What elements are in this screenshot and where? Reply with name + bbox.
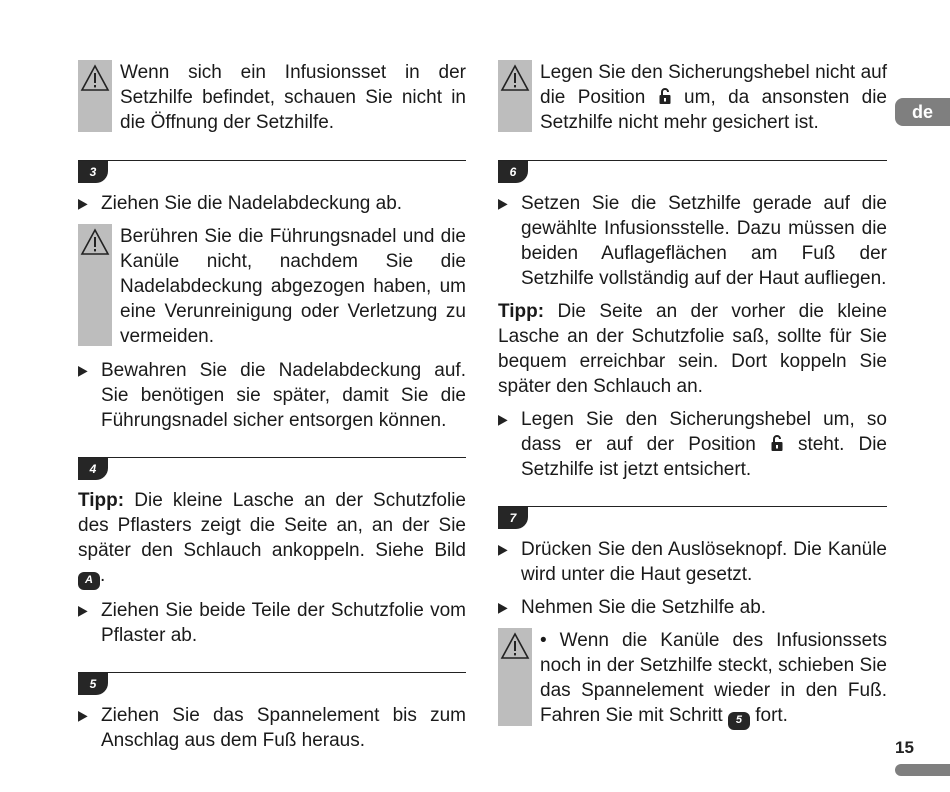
list-item xyxy=(498,407,887,482)
list-item-text: Setzen Sie die Setzhilfe gerade auf die gewählte Infusionsstelle. Dazu müssen die beiden Auflageflächen am Fuß der Setzhilfe vollständig auf der Haut aufliegen. xyxy=(521,193,887,289)
page-number: 15 xyxy=(895,738,914,757)
step-badge: 6 xyxy=(498,161,528,183)
list-item xyxy=(78,358,466,433)
warning-triangle-icon xyxy=(80,64,110,92)
tip-label: Tipp: xyxy=(498,301,545,322)
language-tab: de xyxy=(895,98,950,126)
warning-bar xyxy=(78,224,112,346)
list-item-text: Ziehen Sie beide Teile der Schutzfolie vom Pflaster ab. xyxy=(101,599,466,646)
step-badge: 7 xyxy=(498,507,528,529)
step-6-header xyxy=(498,160,887,183)
bullet-arrow-icon: ▶ xyxy=(78,601,88,618)
tip-end: . xyxy=(100,565,106,586)
bullet-arrow-icon: ▶ xyxy=(78,706,88,723)
right-column xyxy=(498,60,887,738)
list-item xyxy=(498,595,887,620)
tip-text: Die kleine Lasche an der Schutzfolie des Pflasters zeigt die Seite an, an der Sie später den Schlauch ankoppeln. Siehe Bild xyxy=(78,490,466,561)
bullet-arrow-icon: ▶ xyxy=(498,541,508,557)
warning-text-part: • Wenn die Kanüle des Infusionssets noch in der Setzhilfe steckt, schieben Sie das Spannelement wieder in den Fuß. Fahren Sie mit Schritt xyxy=(540,630,887,726)
list-item-text: Ziehen Sie die Nadelabdeckung ab. xyxy=(101,193,403,214)
lock-open-icon xyxy=(770,434,784,452)
warning-bar xyxy=(78,60,112,132)
list-item xyxy=(78,598,466,648)
warning-box xyxy=(78,60,466,132)
tip-paragraph xyxy=(498,299,887,399)
bullet-arrow-icon: ▶ xyxy=(78,195,88,211)
step-7-header xyxy=(498,506,887,529)
figure-ref-badge: A xyxy=(78,572,100,590)
list-item-text: Nehmen Sie die Setzhilfe ab. xyxy=(521,597,767,618)
step-badge: 5 xyxy=(78,673,108,695)
list-item-text: Drücken Sie den Auslöseknopf. Die Kanüle wird unter die Haut gesetzt. xyxy=(521,539,887,585)
warning-bar xyxy=(498,628,532,726)
list-item-text-part: steht. Die Setzhilfe ist jetzt entsichert. xyxy=(521,434,888,480)
list-item xyxy=(78,703,466,753)
warning-triangle-icon xyxy=(80,228,110,256)
warning-box xyxy=(78,224,466,346)
warning-text: Berühren Sie die Führungsnadel und die Kanüle nicht, nachdem Sie die Nadelabdeckung abgezogen haben, um eine Verunreinigung oder Verletzung zu vermeiden. xyxy=(120,226,466,347)
warning-box xyxy=(498,628,887,726)
warning-text xyxy=(540,60,887,132)
list-item xyxy=(78,191,466,216)
warning-text xyxy=(540,628,887,726)
warning-bar xyxy=(498,60,532,132)
warning-text-part: um, da ansonsten die Setzhilfe nicht mehr gesichert ist. xyxy=(540,87,887,133)
tip-paragraph xyxy=(78,488,466,590)
page-bar xyxy=(895,764,950,776)
step-badge: 3 xyxy=(78,161,108,183)
bullet-arrow-icon: ▶ xyxy=(78,362,88,378)
warning-text: Wenn sich ein Infusionsset in der Setzhilfe befindet, schauen Sie nicht in die Öffnung der Setzhilfe. xyxy=(120,62,466,133)
tip-text: Die Seite an der vorher die kleine Lasche an der Schutzfolie saß, sollte für Sie bequem erreichbar sein. Dort koppeln Sie später den Schlauch an. xyxy=(498,301,887,397)
warning-box xyxy=(498,60,887,132)
list-item-text: Ziehen Sie das Spannelement bis zum Anschlag aus dem Fuß heraus. xyxy=(101,704,466,751)
warning-triangle-icon xyxy=(500,632,530,660)
warning-text-part: Legen Sie den Sicherungshebel nicht auf die Position xyxy=(540,62,887,108)
list-item xyxy=(498,537,887,587)
bullet-arrow-icon: ▶ xyxy=(498,411,508,427)
list-item-text-part: Legen Sie den Sicherungshebel um, so dass er auf der Position xyxy=(521,409,887,455)
step-4-header xyxy=(78,457,466,480)
lock-open-icon xyxy=(658,87,672,105)
bullet-arrow-icon: ▶ xyxy=(498,599,508,615)
step-ref-badge: 5 xyxy=(728,712,750,730)
list-item xyxy=(498,191,887,291)
list-item-text: Bewahren Sie die Nadelabdeckung auf. Sie benötigen sie später, damit Sie die Führungsnadel sicher entsorgen können. xyxy=(101,360,466,431)
warning-triangle-icon xyxy=(500,64,530,92)
warning-text-part: fort. xyxy=(749,705,788,726)
bullet-arrow-icon: ▶ xyxy=(498,195,508,211)
list-item-text xyxy=(521,407,887,482)
tip-label: Tipp: xyxy=(78,490,125,511)
left-column xyxy=(78,60,466,761)
step-badge: 4 xyxy=(78,458,108,480)
step-5-header xyxy=(78,672,466,695)
step-3-header xyxy=(78,160,466,183)
